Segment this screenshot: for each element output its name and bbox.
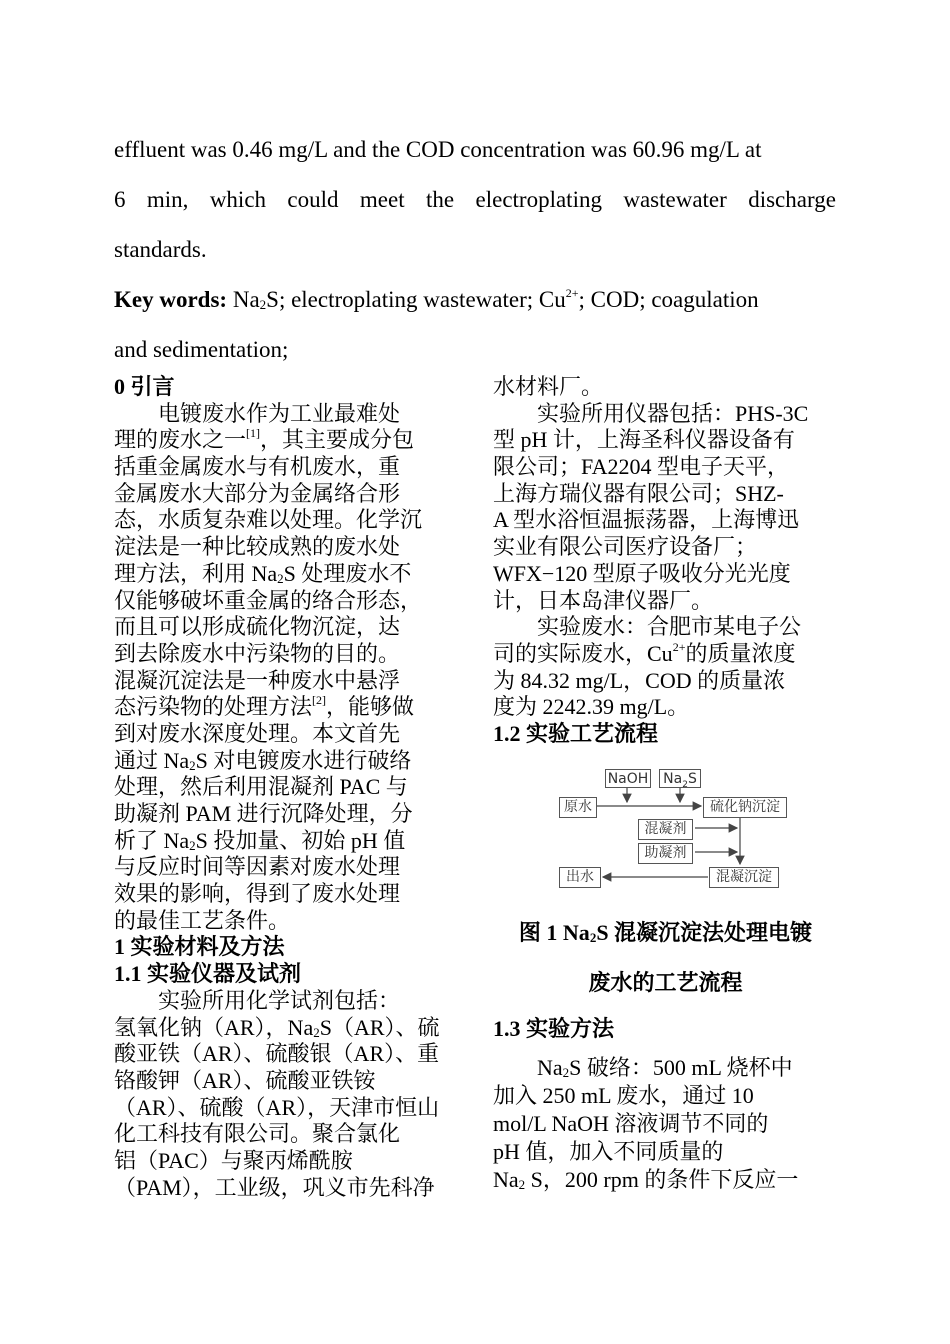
text: 氢氧化钠（AR），Na	[114, 1014, 314, 1040]
reagents-line	[114, 1015, 470, 1042]
text: S 投加量、初始 pH 值	[195, 827, 406, 853]
method-line	[493, 1054, 838, 1082]
abstract-line-2	[114, 185, 836, 215]
text: Na	[493, 1055, 563, 1080]
keywords-text: ; COD; coagulation	[578, 287, 759, 312]
body-line: 实业有限公司医疗设备厂；	[493, 534, 758, 560]
citation: [1]	[246, 426, 261, 441]
text: Na	[663, 771, 683, 787]
method-line	[493, 1166, 838, 1194]
intro-line: 仅能够破坏重金属的络合形态，	[114, 587, 423, 613]
body-line: 实验所用仪器包括：PHS-3C	[493, 400, 809, 426]
text: ，其主要成分包	[260, 427, 415, 453]
figure-caption-line-1	[493, 916, 838, 947]
body-line: 型 pH 计，上海圣科仪器设备有	[493, 427, 795, 453]
reagents-line: （PAM），工业级，巩义市先科净	[114, 1174, 435, 1200]
na2s-box	[659, 769, 701, 788]
coagulant-box: 混凝剂	[638, 819, 693, 840]
subscript: 2	[277, 570, 284, 586]
text: 态污染物的处理方法	[114, 694, 313, 720]
text: 司的实际废水，Cu	[493, 640, 673, 666]
raw-water-box: 原水	[559, 797, 597, 818]
keywords-label: Key words:	[114, 287, 228, 312]
body-line: 限公司；FA2204 型电子天平，	[493, 454, 789, 480]
reagents-line: 酸亚铁（AR）、硫酸银（AR）、重	[114, 1041, 440, 1067]
intro-line	[114, 427, 470, 454]
intro-line	[114, 694, 470, 721]
body-line: 为 84.32 mg/L，COD 的质量浓	[493, 667, 786, 693]
subscript: 2	[189, 837, 196, 853]
section-heading-1-3: 1.3 实验方法	[493, 1016, 615, 1041]
body-line: 水材料厂。	[493, 374, 604, 399]
body-line: 上海方瑞仪器有限公司；SHZ-	[493, 480, 784, 506]
text: S 混凝沉淀法处理电镀	[596, 920, 813, 945]
text: 理的废水之一	[114, 427, 247, 453]
subscript: 2	[589, 930, 597, 945]
citation: [2]	[312, 693, 327, 708]
method-line: pH 值，加入不同质量的	[493, 1139, 724, 1164]
subscript: 2	[682, 779, 688, 790]
text: S（AR）、硫	[319, 1014, 440, 1040]
subscript: 2	[562, 1065, 570, 1080]
intro-line: 括重金属废水与有机废水，重	[114, 454, 401, 480]
figure-caption-line-2: 废水的工艺流程	[588, 970, 743, 995]
subscript: 2	[313, 1024, 320, 1040]
superscript: 2+	[565, 286, 579, 300]
process-flow-diagram	[555, 766, 795, 890]
intro-line: 金属废水大部分为金属络合形	[114, 480, 401, 506]
intro-line: 而且可以形成硫化物沉淀，达	[114, 614, 401, 640]
subscript: 2	[189, 757, 196, 773]
text: 理方法，利用 Na	[114, 560, 278, 586]
intro-line: 到对废水深度处理。本文首先	[114, 720, 401, 746]
abstract-line-3: standards.	[114, 237, 207, 262]
text: 通过 Na	[114, 747, 190, 773]
superscript: 2+	[672, 639, 686, 654]
reagents-line: 铝（PAC）与聚丙烯酰胺	[114, 1147, 353, 1173]
naoh-box: NaOH	[605, 769, 651, 788]
text: 图 1 Na	[518, 920, 590, 945]
text: ，能够做	[326, 694, 415, 720]
method-paragraph	[493, 1054, 838, 1194]
abstract-word: wastewater	[623, 187, 727, 212]
coagulant-aid-box: 助凝剂	[638, 843, 693, 864]
section-heading-1-1: 1.1 实验仪器及试剂	[114, 961, 302, 987]
body-line	[493, 641, 838, 668]
intro-line: 的最佳工艺条件。	[114, 907, 291, 933]
text: S，200 rpm 的条件下反应一	[525, 1167, 799, 1192]
section-heading-1-2: 1.2 实验工艺流程	[493, 720, 659, 746]
body-line: WFX−120 型原子吸收分光光度	[493, 560, 791, 586]
intro-line: 混凝沉淀法是一种废水中悬浮	[114, 667, 401, 693]
reagents-line: 铬酸钾（AR）、硫酸亚铁铵	[114, 1067, 376, 1093]
subscript: 2	[518, 1177, 526, 1192]
outlet-box: 出水	[559, 867, 601, 888]
intro-line	[114, 561, 470, 588]
reagents-line: 实验所用化学试剂包括：	[114, 987, 401, 1013]
abstract-word: electroplating	[475, 187, 602, 212]
text: S 破络：500 mL 烧杯中	[569, 1055, 793, 1080]
text: S	[687, 771, 697, 787]
abstract-word: could	[287, 187, 339, 212]
abstract-word: discharge	[748, 187, 836, 212]
text: 的质量浓度	[685, 640, 796, 666]
method-line: mol/L NaOH 溶液调节不同的	[493, 1111, 769, 1136]
keywords-text: Na	[227, 287, 260, 312]
text: S 对电镀废水进行破络	[195, 747, 412, 773]
abstract-word: meet	[359, 187, 405, 212]
body-line: 度为 2242.39 mg/L。	[493, 694, 690, 720]
left-column	[114, 374, 470, 1201]
intro-line: 淀法是一种比较成熟的废水处	[114, 534, 401, 560]
keywords-text: S; electroplating wastewater; Cu	[266, 287, 566, 312]
keywords-line-2: and sedimentation;	[114, 337, 289, 362]
reagents-line: 化工科技有限公司。聚合氯化	[114, 1121, 401, 1147]
coagulation-sedimentation-box: 混凝沉淀	[709, 867, 779, 888]
sulfide-precipitation-box: 硫化钠沉淀	[703, 797, 787, 818]
text: S 处理废水不	[283, 560, 412, 586]
intro-line: 与反应时间等因素对废水处理	[114, 854, 401, 880]
text: Na	[493, 1167, 519, 1192]
abstract-word: the	[426, 187, 455, 212]
abstract-word: 6	[114, 187, 126, 212]
intro-line: 处理，然后利用混凝剂 PAC 与	[114, 774, 408, 800]
abstract-word: min,	[146, 187, 189, 212]
right-column	[493, 374, 838, 748]
method-line: 加入 250 mL 废水，通过 10	[493, 1083, 754, 1108]
section-heading-0: 0 引言	[114, 374, 175, 399]
intro-line: 到去除废水中污染物的目的。	[114, 640, 401, 666]
intro-line	[114, 748, 470, 775]
section-heading-1: 1 实验材料及方法	[114, 934, 285, 960]
body-line: 实验废水：合肥市某电子公	[493, 614, 802, 640]
intro-line: 电镀废水作为工业最难处	[114, 400, 401, 426]
text: 析了 Na	[114, 827, 190, 853]
subscript: 2	[259, 297, 267, 312]
abstract-word: which	[209, 187, 267, 212]
reagents-line: （AR）、硫酸（AR），天津市恒山	[114, 1094, 440, 1120]
intro-line: 态，水质复杂难以处理。化学沉	[114, 507, 423, 533]
intro-line: 助凝剂 PAM 进行沉降处理，分	[114, 801, 413, 826]
abstract-line-1: effluent was 0.46 mg/L and the COD concentration was 60.96 mg/L at	[114, 137, 762, 162]
intro-line: 效果的影响，得到了废水处理	[114, 881, 401, 907]
body-line: A 型水浴恒温振荡器，上海博迅	[493, 507, 800, 533]
intro-line	[114, 828, 470, 855]
body-line: 计，日本岛津仪器厂。	[493, 587, 714, 613]
keywords-line	[114, 285, 836, 315]
